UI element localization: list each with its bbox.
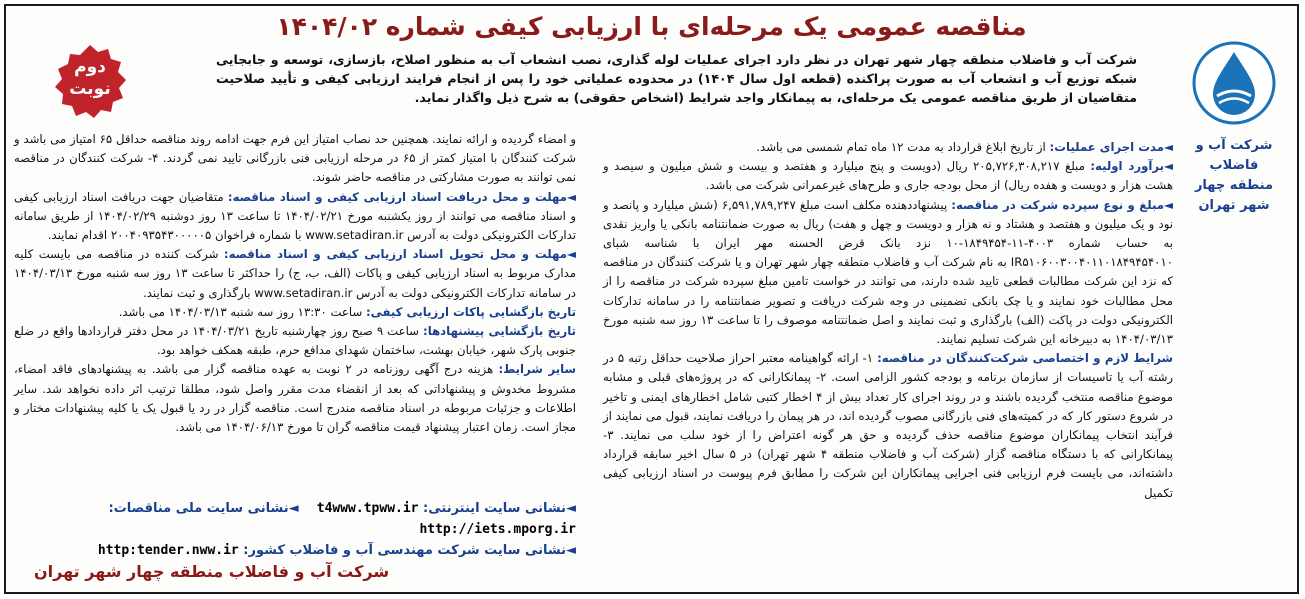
requirements <box>603 349 1173 503</box>
bids-opening <box>14 322 576 360</box>
company-line-3: شهر تهران <box>1198 198 1270 213</box>
other-conditions-label: سایر شرایط: <box>498 362 576 377</box>
other-conditions <box>14 360 576 437</box>
internet-site-label: نشانی سایت اینترنتی: <box>423 501 566 516</box>
initial-estimate: ◄برآورد اولیه: مبلغ ۲۰۵,۷۲۶,۳۰۸,۲۱۷ ریال (دویست و پنج میلیارد و هفتصد و بیست و شش میلیون و سیصد و هشت هزار و دویست و هفده ریال) از محل بودجه جاری و طرح‌های غیرعمرانی شرکت می باشد. <box>603 159 1174 193</box>
notice-title: مناقصه عمومی یک مرحله‌ای با ارزیابی کیفی شماره ۱۴۰۴/۰۲ <box>276 12 1027 41</box>
intro-paragraph <box>216 50 1137 107</box>
link-row-2: ◄نشانی سایت شرکت مهندسی آب و فاضلاب کشور: http:tender.nww.ir <box>97 543 576 558</box>
document-delivery: ◄مهلت و محل تحویل اسناد ارزیابی کیفی و اسناد مناقصه: شرکت کننده در مناقصه می بایست کلیه مدارک مربوط به اسناد ارزیابی کیفی و پاکات (الف، ب، ج) را حداکثر تا ساعت ۱۳ روز سه شنبه مورخ ۱۴۰۴/۰۳/۱۳ در سامانه تدارکات الکترونیکی دولت به آدرس www.setadiran.ir بارگذاری و ثبت نمایند. <box>14 247 576 300</box>
tender-notice <box>4 4 1299 594</box>
deposit-label: مبلغ و نوع سپرده شرکت در مناقصه: <box>951 197 1165 212</box>
company-line-1: شرکت آب و فاضلاب <box>1195 138 1273 173</box>
company-line-2: منطقه چهار <box>1194 178 1274 193</box>
requirements-text: ۱- ارائه گواهینامه معتبر احراز صلاحیت حداقل رتبه ۵ در رشته آب یا تاسیسات از سازمان برنامه و بودجه کشور الزامی است. ۲- پیمانکارانی که در پروژه‌های قبلی و مشابه موضوع مناقصه منتخب گردیده باشند و در روند اجرای کار تعداد بیش از ۴ اخطار کتبی شامل اخطارهای ایمنی و تاخیر در شروع دستور کار که در کمیته‌های فنی بازرگانی مصوب گردیده اند، در هر پیمان را دریافت نمایند، قبول می نمایند از فرآیند انتخاب پیمانکاران موضوع مناقصه حذف گردیده و حق هر گونه اعتراض را از خود سلب می نمایند. ۳- پیمانکارانی که با دستگاه مناقصه گزار (شرکت آب و فاضلاب منطقه ۴ شهر تهران) در ۵ سال اخیر سابقه قرارداد داشته‌اند، می بایست فرم ارزیابی فنی اجرایی پیمانکاران این شرکت را مطابق فرم پیوست در اسناد ارزیابی کیفی تکمیل <box>603 351 1174 500</box>
requirements-label: شرایط لازم و اختصاصی شرکت‌کنندگان در مناقصه: <box>877 351 1173 366</box>
execution-period: ◄مدت اجرای عملیات: از تاریخ ابلاغ قرارداد به مدت ۱۲ ماه تمام شمسی می باشد. <box>756 140 1173 154</box>
intro-text: شرکت آب و فاضلاب منطقه چهار شهر تهران در نظر دارد اجرای عملیات لوله گذاری، نصب انشعاب آب به منظور اصلاح، بازسازی، توسعه و جابجایی شبکه توزیع آب و انشعاب آب به صورت پراکنده (قطعه اول سال ۱۴۰۴) در محدوده عملیاتی خود را پس از انجام فرایند ارزیابی کیفی و تأیید صلاحیت متقاضیان از طریق مناقصه عمومی یک مرحله‌ای، به پیمانکار واجد شرایط (اشخاص حقوقی) به شرح ذیل واگذار نماید. <box>216 52 1137 105</box>
water-drop-logo-icon <box>1191 40 1277 126</box>
company-logo <box>1179 40 1289 126</box>
stamp-line-1: دوم <box>74 57 106 77</box>
link-row-1: ◄نشانی سایت اینترنتی: t4www.tpww.ir ◄نشانی سایت ملی مناقصات: http://iets.mporg.ir <box>108 501 576 537</box>
quality-opening-label: تاریخ بازگشایی پاکات ارزیابی کیفی: <box>365 304 576 319</box>
national-site-link[interactable]: http://iets.mporg.ir <box>419 522 576 537</box>
internet-site-link[interactable]: t4www.tpww.ir <box>316 501 419 516</box>
stamp-line-2: نوبت <box>69 79 111 99</box>
left-column <box>14 130 576 437</box>
company-name-side <box>1179 136 1289 216</box>
document-receipt-text: متقاضیان جهت دریافت اسناد ارزیابی کیفی و اسناد مناقصه می توانند از روز یکشنبه مورخ ۱۴۰۴/۰۲/۲۱ تا ساعت ۱۳ روز دوشنبه ۱۴۰۴/۰۲/۲۹ از طریق سامانه تدارکات الکترونیکی دولت به آدرس www.setadiran.ir با شماره فراخوان ۲۰۰۴۰۹۳۵۴۳۰۰۰۰۰۵ اقدام نمایند. <box>14 189 577 243</box>
execution-period-label: مدت اجرای عملیات: <box>1049 140 1164 154</box>
quality-opening-text: ساعت ۱۳:۳۰ روز سه شنبه ۱۴۰۴/۰۳/۱۳ می باشد. <box>118 304 366 319</box>
deposit-text: پیشنهاددهنده مکلف است مبلغ ۶,۵۹۱,۷۸۹,۲۴۷ (شش میلیارد و پانصد و نود و یک میلیون و هفتصد و هشتاد و نه هزار و دویست و چهل و هفت) ریال به صورت ضمانتنامه بانکی یا واریز نقدی به حساب شماره ۴۰۰۳-۱۱-۱۸۴۹۴۵۴-۱۰ نزد بانک قرض الحسنه مهر ایران با شناسه شبای IR۵۱۰۶۰۰۳۰۰۴۰۱۱۰۱۸۴۹۴۵۴۰۱۰ به نام شرکت آب و فاضلاب منطقه چهار شهر تهران و یا شرکت کنندگان در مناقصه که نزد این شرکت مطالبات قطعی تایید شده دارند، می توانند در خواست تامین مبلغ سپرده شرکت در مناقصه را از محل مطالبات خود نمایند و یا چک بانکی تضمینی در وجه شرکت دریافت و تصویر ضمانتنامه را در سامانه تدارکات الکترونیکی دولت در پاکت (الف) بارگذاری و ثبت نمایند و اصل ضمانتنامه موصوف را تا ساعت ۱۳ روز سه شنبه مورخ ۱۴۰۴/۰۳/۱۳ به دبیرخانه این شرکت تسلیم نمایند. <box>603 197 1174 347</box>
bids-opening-label: تاریخ بازگشایی پیشنهادها: <box>423 324 577 339</box>
engineering-site-link[interactable]: http:tender.nww.ir <box>97 543 239 558</box>
execution-period-text: از تاریخ ابلاغ قرارداد به مدت ۱۲ ماه تمام شمسی می باشد. <box>756 140 1050 154</box>
deposit: ◄مبلغ و نوع سپرده شرکت در مناقصه: پیشنهاددهنده مکلف است مبلغ ۶,۵۹۱,۷۸۹,۲۴۷ (شش میلیارد و پانصد و نود و یک میلیون و هفتصد و هشتاد و نه هزار و دویست و چهل و هفت) ریال به صورت ضمانتنامه بانکی یا واریز نقدی به حساب شماره ۴۰۰۳-۱۱-۱۸۴۹۴۵۴-۱۰ نزد بانک قرض الحسنه مهر ایران با شناسه شبای IR۵۱۰۶۰۰۳۰۰۴۰۱۱۰۱۸۴۹۴۵۴۰۱۰ به نام شرکت آب و فاضلاب منطقه چهار شهر تهران و یا شرکت کنندگان در مناقصه که نزد این شرکت مطالبات قطعی تایید شده دارند، می توانند در خواست تامین مبلغ سپرده شرکت در مناقصه را از محل مطالبات خود نمایند و یا چک بانکی تضمینی در وجه شرکت دریافت و تصویر ضمانتنامه را در سامانه تدارکات الکترونیکی دولت در پاکت (الف) بارگذاری و ثبت نمایند و اصل ضمانتنامه موصوف را تا ساعت ۱۳ روز سه شنبه مورخ ۱۴۰۴/۰۳/۱۳ به دبیرخانه این شرکت تسلیم نمایند. <box>603 197 1174 347</box>
footer-company-name: شرکت آب و فاضلاب منطقه چهار شهر تهران <box>34 562 390 581</box>
stamp-text <box>50 56 130 100</box>
document-receipt: ◄مهلت و محل دریافت اسناد ارزیابی کیفی و اسناد مناقصه: متقاضیان جهت دریافت اسناد ارزیابی کیفی و اسناد مناقصه می توانند از روز یکشنبه مورخ ۱۴۰۴/۰۲/۲۱ تا ساعت ۱۳ روز دوشنبه ۱۴۰۴/۰۲/۲۹ از طریق سامانه تدارکات الکترونیکی دولت به آدرس www.setadiran.ir با شماره فراخوان ۲۰۰۴۰۹۳۵۴۳۰۰۰۰۰۵ اقدام نمایند. <box>14 189 577 243</box>
links-block <box>14 498 576 561</box>
national-site-label: نشانی سایت ملی مناقصات: <box>108 501 289 516</box>
quality-opening <box>14 303 576 322</box>
document-delivery-text: شرکت کننده در مناقصه می بایست کلیه مدارک مربوط به اسناد ارزیابی کیفی و پاکات (الف، ب، ج) را حداکثر تا ساعت ۱۳ روز سه شنبه مورخ ۱۴۰۴/۰۳/۱۳ در سامانه تدارکات الکترونیکی دولت به آدرس www.setadiran.ir بارگذاری و ثبت نمایند. <box>14 247 576 300</box>
requirements-continued: و امضاء گردیده و ارائه نمایند. همچنین حد نصاب امتیاز این فرم جهت ادامه روند مناقصه حداقل ۶۵ امتیاز می باشد و شرکت کنندگان با امتیاز کمتر از ۶۵ در مرحله ارزیابی فنی بازرگانی تایید نمی گردند. ۴- شرکت کنندگان در مناقصه نمی توانند به صورت مشارکتی در مناقصه حاضر شوند. <box>14 132 577 185</box>
document-delivery-label: مهلت و محل تحویل اسناد ارزیابی کیفی و اسناد مناقصه: <box>223 247 567 262</box>
other-conditions-text: هزینه درج آگهی روزنامه در ۲ نوبت به عهده مناقصه گزار می باشد. به پیشنهادهای فاقد امضاء، مشروط مخدوش و پیشنهاداتی که بعد از انقضاء مدت مقرر واصل شود، مطلقا ترتیب اثر داده نخواهد شد. سایر اطلاعات و جزئیات مربوطه در اسناد مناقصه مندرج است. مناقصه گزار در رد یا قبول یک یا کلیه پیشنهادات مختار و مجاز است. زمان اعتبار پیشنهاد قیمت مناقصه گران تا مورخ ۱۴۰۴/۰۶/۱۳ می باشد. <box>14 362 576 435</box>
right-column <box>603 138 1173 503</box>
engineering-site-label: نشانی سایت شرکت مهندسی آب و فاضلاب کشور: <box>243 543 566 558</box>
initial-estimate-label: برآورد اولیه: <box>1090 159 1165 174</box>
document-receipt-label: مهلت و محل دریافت اسناد ارزیابی کیفی و اسناد مناقصه: <box>227 189 567 204</box>
initial-estimate-text: مبلغ ۲۰۵,۷۲۶,۳۰۸,۲۱۷ ریال (دویست و پنج میلیارد و هفتصد و بیست و شش میلیون و سیصد و هشت هزار و دویست و هفده ریال) از محل بودجه جاری و طرح‌های غیرعمرانی شرکت می باشد. <box>603 159 1173 193</box>
bids-opening-text: ساعت ۹ صبح روز چهارشنبه تاریخ ۱۴۰۴/۰۳/۲۱ در محل دفتر قراردادها واقع در ضلع جنوبی پارک شهر، خیابان بهشت، ساختمان شهدای مدافع حرم، طبقه همکف خواهد بود. <box>14 324 576 358</box>
